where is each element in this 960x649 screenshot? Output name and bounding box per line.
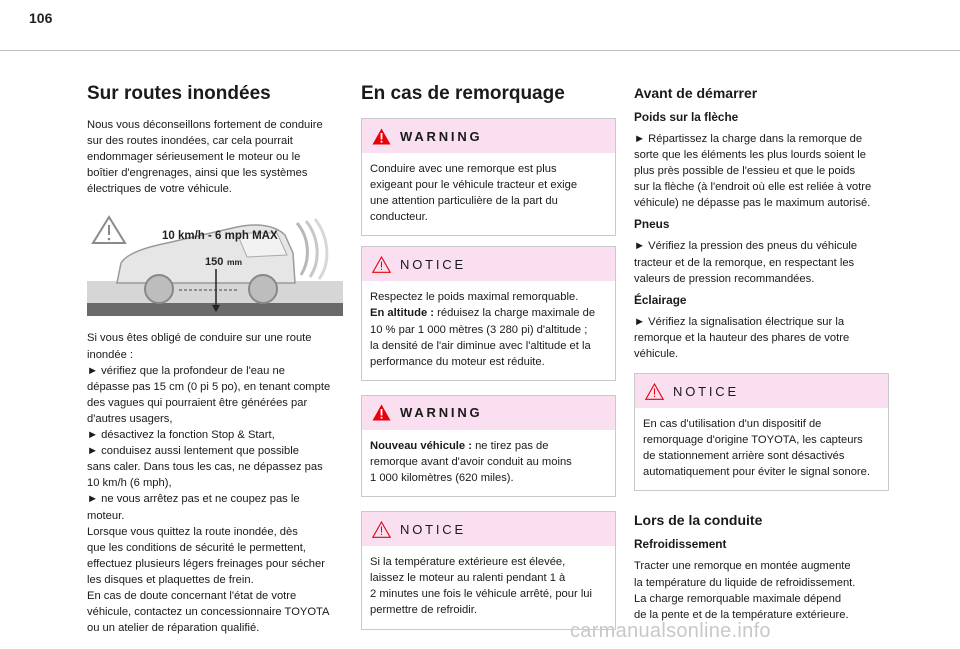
bullet-line: ► désactivez la fonction Stop & Start,: [87, 429, 275, 442]
text-line: permettre de refroidir.: [370, 604, 477, 617]
subheading-lighting: Éclairage: [634, 292, 687, 307]
text-line: ou un atelier de réparation qualifié.: [87, 622, 260, 635]
warning-label: WARNING: [400, 405, 483, 421]
text-line: Lorsque vous quittez la route inondée, dès: [87, 525, 298, 538]
column-flooded-roads: [87, 82, 344, 636]
notice-icon: [645, 383, 664, 400]
text-line: véhicule, contactez un concessionnaire TOYOTA: [87, 606, 330, 619]
notice-header: [362, 247, 615, 281]
text-line: remorque avant d'avoir conduit au moins: [370, 455, 572, 468]
text-line: En cas de doute concernant l'état de votre: [87, 589, 297, 602]
text-line: électriques de votre véhicule.: [87, 183, 232, 196]
text-line: une attention particulière de la part du: [370, 195, 558, 208]
warning-label: WARNING: [400, 128, 483, 144]
text-line: 10 % par 1 000 mètres (3 280 pi) d'altitude ;: [370, 323, 588, 336]
text-line: moteur.: [87, 509, 125, 522]
text-line: automatiquement pour éviter le signal sonore.: [643, 466, 870, 479]
notice-body: [362, 546, 615, 628]
cooling-text: [634, 558, 890, 622]
text-line: les disques et plaquettes de frein.: [87, 573, 254, 586]
notice-label: NOTICE: [673, 383, 739, 399]
text-line: la température du liquide de refroidissement.: [634, 576, 856, 589]
warning-box-towing: [361, 118, 616, 236]
notice-header: [362, 512, 615, 546]
text-line: dépasse pas 15 cm (0 pi 5 po), en tenant compte: [87, 380, 331, 393]
text-line: de la pente et de la température extérieure.: [634, 608, 849, 621]
subheading-tyres: Pneus: [634, 217, 670, 232]
notice-box-altitude: [361, 246, 616, 380]
bullet-line: ► Vérifiez la pression des pneus du véhicule: [634, 240, 858, 253]
text-line: En cas d'utilisation d'un dispositif de: [643, 418, 822, 431]
text-line: de stationnement arrière sont désactivés: [643, 450, 845, 463]
intro-paragraph: [87, 117, 344, 197]
text-line: Conduire avec une remorque est plus: [370, 163, 557, 175]
warning-body: [362, 430, 615, 496]
warning-header: [362, 396, 615, 430]
column-towing: [361, 82, 616, 630]
warning-box-new-vehicle: [361, 395, 616, 497]
warning-body: [362, 153, 615, 235]
depth-unit-label: mm: [227, 257, 243, 268]
text-line: Tracter une remorque en montée augmente: [634, 560, 851, 573]
text-line: sur des routes inondées, car cela pourrait: [87, 135, 293, 148]
notice-box-temperature: [361, 511, 616, 629]
notice-header: [635, 374, 888, 408]
text-line: [370, 305, 607, 321]
text-span: réduisez la charge maximale de: [434, 307, 596, 320]
text-line: tracteur et de la remorque, en respectant les: [634, 256, 855, 269]
text-line: valeurs de pression recommandées.: [634, 272, 815, 285]
text-line: Respectez le poids maximal remorquable.: [370, 291, 579, 304]
text-line: conducteur.: [370, 211, 428, 224]
flooded-roads-instructions: [87, 330, 344, 636]
text-line: véhicule) ne dépasse pas le maximum autorisé.: [634, 197, 871, 210]
warning-icon: [372, 128, 391, 145]
bold-label: Nouveau véhicule :: [370, 439, 472, 452]
bold-label: En altitude :: [370, 307, 435, 320]
text-span: ne tirez pas de: [471, 439, 549, 452]
bullet-line: ► Répartissez la charge dans la remorque de: [634, 133, 863, 145]
text-line: 1 000 kilomètres (620 miles).: [370, 472, 514, 485]
text-line: La charge remorquable maximale dépend: [634, 592, 842, 605]
section-title-while-driving: Lors de la conduite: [634, 512, 763, 529]
text-line: sans caler. Dans tous les cas, ne dépassez pas: [87, 461, 323, 474]
text-line: sorte que les éléments les plus lourds soient le: [634, 149, 866, 162]
notice-icon: [372, 256, 391, 273]
text-line: des vagues qui pourraient être générées par: [87, 396, 308, 409]
section-title-towing: En cas de remorquage: [361, 83, 565, 104]
section-title-flooded-roads: Sur routes inondées: [87, 83, 271, 104]
text-line: que les conditions de sécurité le permettent,: [87, 541, 306, 554]
text-line: Si la température extérieure est élevée,: [370, 556, 566, 569]
text-line: remorquage d'origine TOYOTA, les capteurs: [643, 434, 863, 447]
tyres-text: [634, 238, 890, 286]
header-rule: [0, 50, 960, 51]
warning-icon: [372, 404, 391, 421]
text-line: effectuez plusieurs légers freinages pour sécher: [87, 557, 325, 570]
text-line: [370, 438, 607, 454]
page-number: 106: [29, 10, 53, 26]
watermark: carmanualsonline.info: [570, 620, 771, 642]
text-line: Si vous êtes obligé de conduire sur une route: [87, 332, 312, 345]
text-line: performance du moteur est réduite.: [370, 355, 545, 368]
subheading-cooling: Refroidissement: [634, 537, 727, 552]
text-line: la densité de l'air diminue avec l'altitude et la: [370, 339, 591, 352]
flooded-road-illustration: [87, 213, 343, 316]
text-line: endommager sérieusement le moteur ou le: [87, 151, 301, 164]
bullet-line: ► ne vous arrêtez pas et ne coupez pas le: [87, 493, 300, 506]
subheading-drawbar-weight: Poids sur la flèche: [634, 110, 739, 124]
depth-value-label: 150: [205, 256, 224, 269]
lighting-text: [634, 314, 890, 362]
notice-body: [635, 408, 888, 490]
drawbar-weight-text: [634, 131, 890, 211]
warning-header: [362, 119, 615, 153]
notice-body: [362, 281, 615, 379]
text-line: 10 km/h (6 mph),: [87, 477, 172, 490]
text-line: remorque et la hauteur des phares de votre: [634, 331, 850, 344]
text-line: plus près possible de l'essieu et que le poids: [634, 165, 856, 178]
text-line: inondée :: [87, 348, 134, 361]
bullet-line: ► conduisez aussi lentement que possible: [87, 445, 299, 458]
text-line: 2 minutes une fois le véhicule arrêté, pour lui: [370, 588, 593, 601]
section-title-before-starting: Avant de démarrer: [634, 85, 758, 101]
bullet-line: ► Vérifiez la signalisation électrique sur la: [634, 315, 845, 328]
text-line: exigeant pour le véhicule tracteur et exige: [370, 179, 578, 192]
text-line: Nous vous déconseillons fortement de conduire: [87, 119, 323, 131]
column-before-starting: [634, 85, 890, 623]
notice-icon: [372, 521, 391, 538]
bullet-line: ► vérifiez que la profondeur de l'eau ne: [87, 364, 285, 377]
text-line: d'autres usagers,: [87, 412, 173, 425]
notice-label: NOTICE: [400, 521, 466, 537]
text-line: boîtier d'engrenages, ainsi que les systèmes: [87, 167, 308, 180]
text-line: laissez le moteur au ralenti pendant 1 à: [370, 572, 566, 585]
notice-box-parking-sensors: [634, 373, 889, 491]
text-line: sur la flèche (à l'endroit où elle est reliée à votre: [634, 181, 872, 194]
speed-limit-label: 10 km/h - 6 mph MAX: [162, 230, 278, 243]
text-line: véhicule.: [634, 347, 679, 360]
notice-label: NOTICE: [400, 256, 466, 272]
